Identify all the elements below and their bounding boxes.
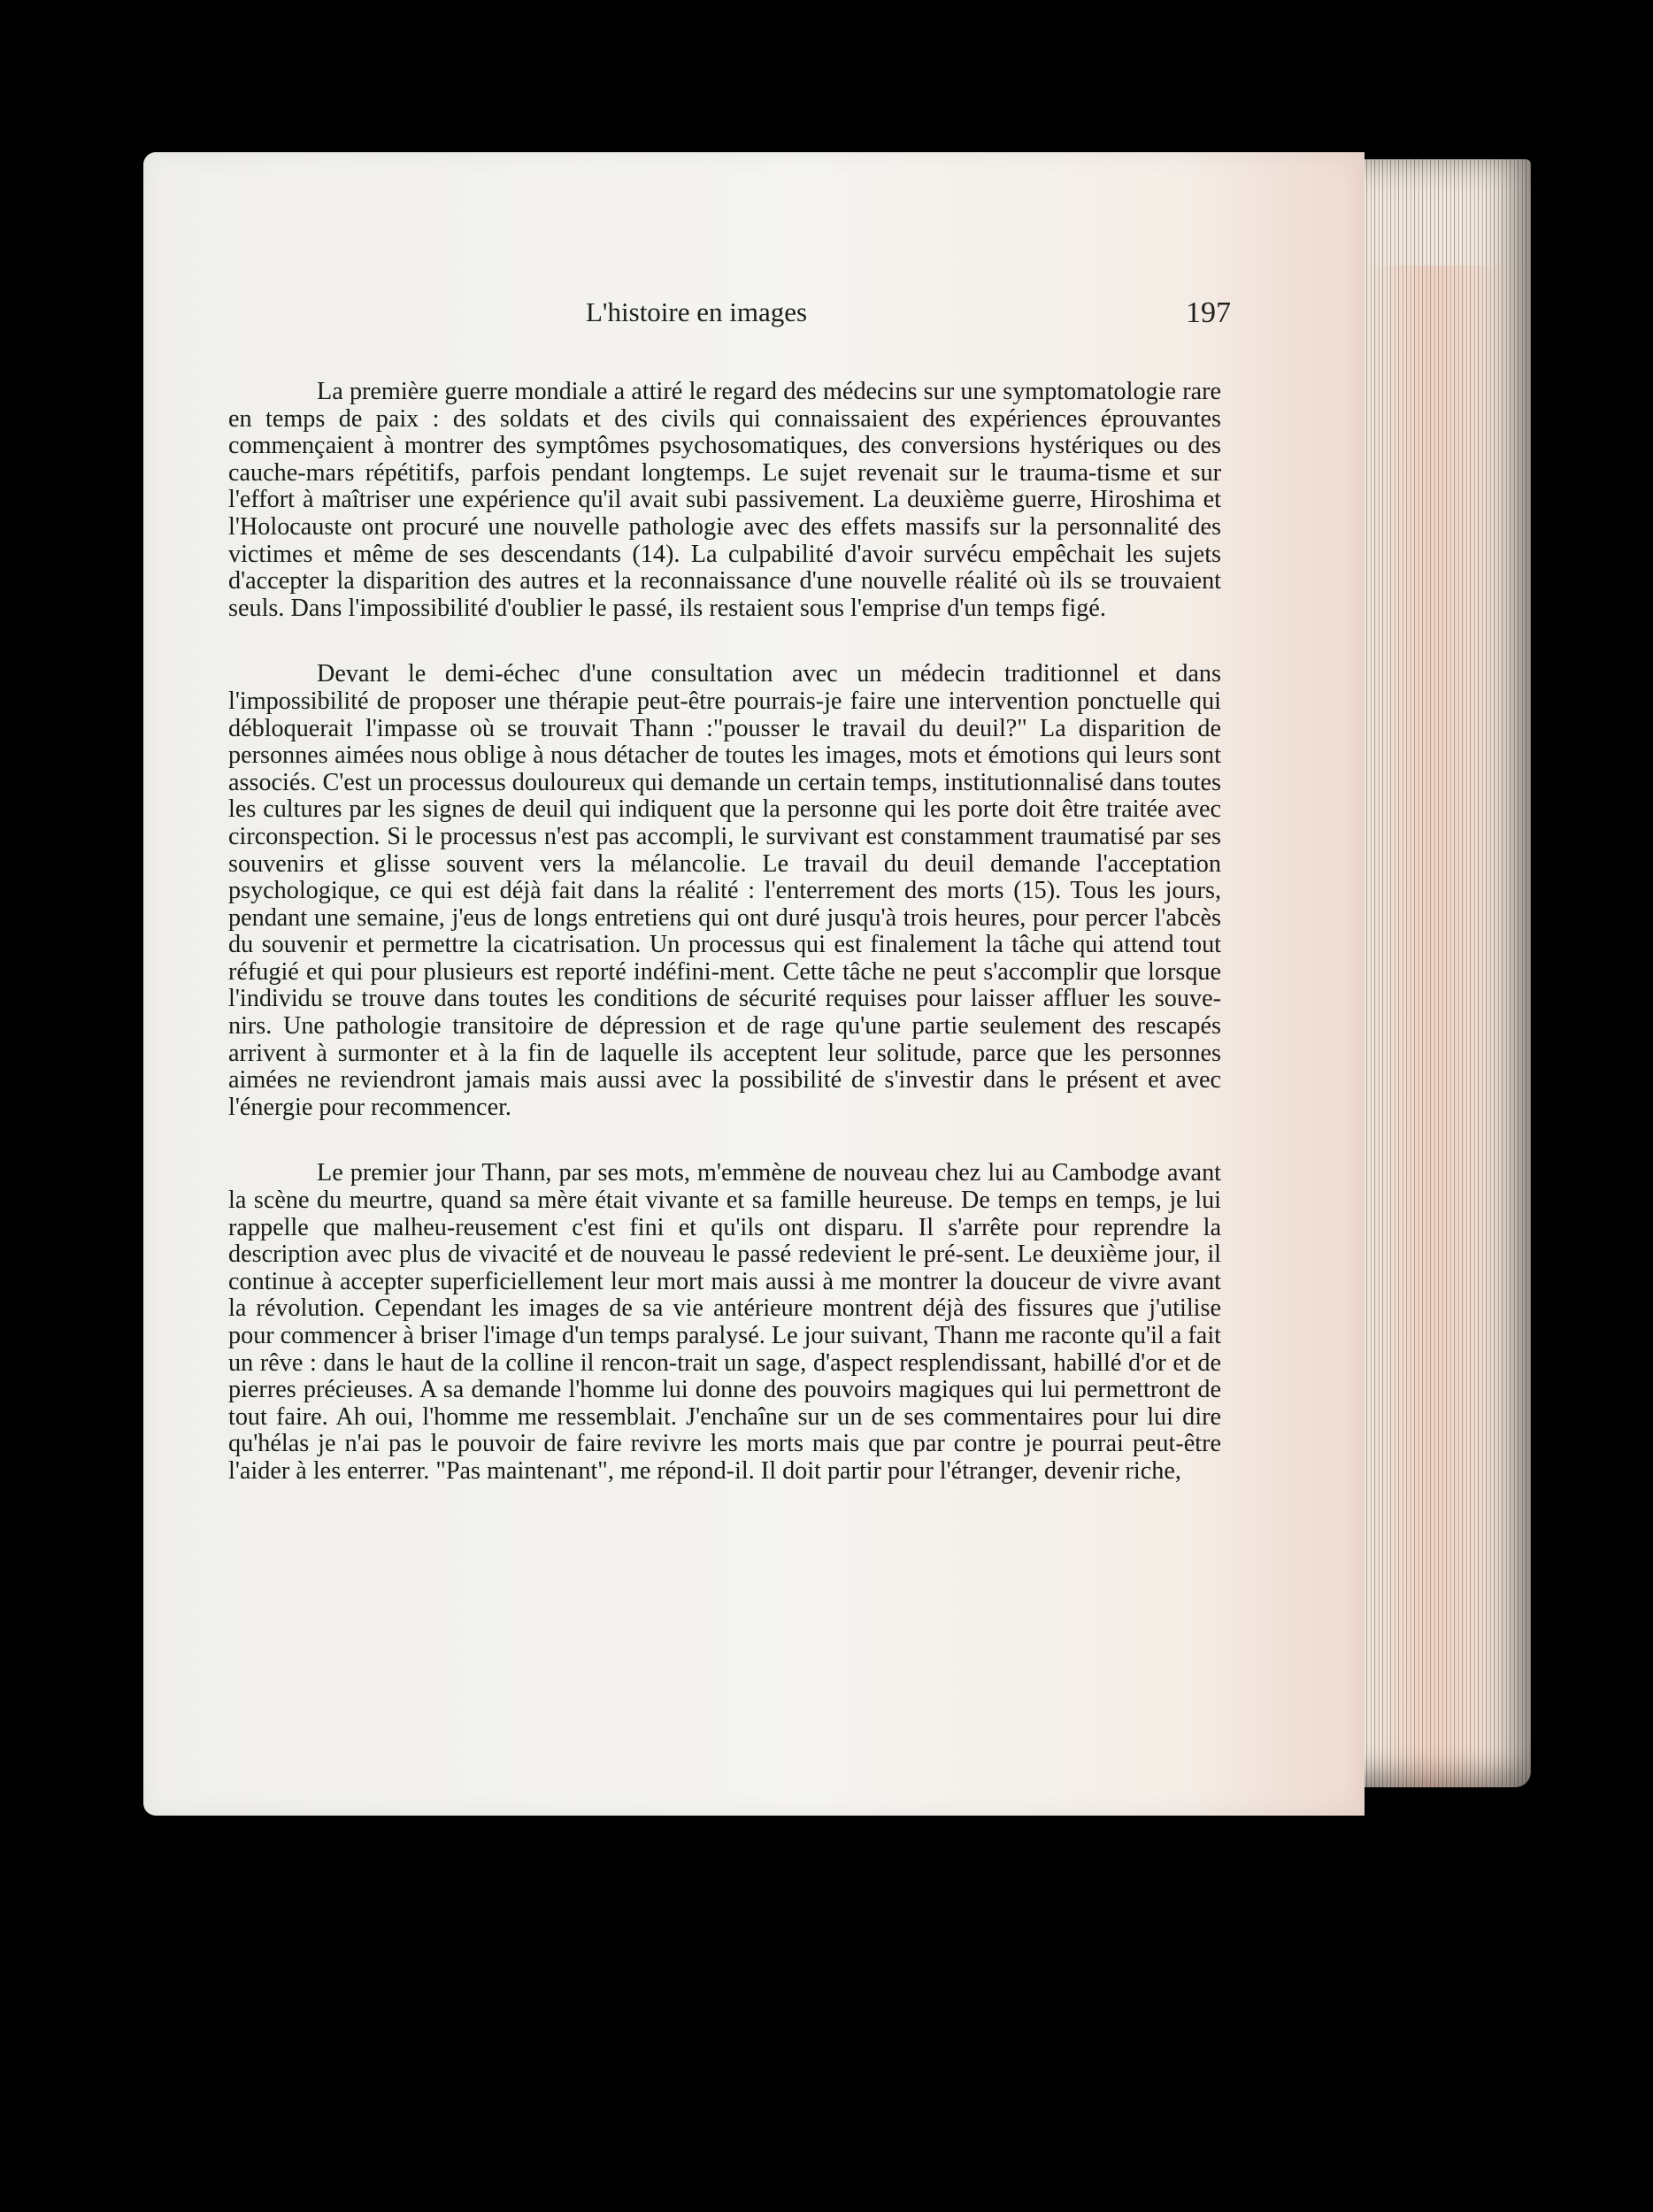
paragraph-2: Devant le demi-échec d'une consultation avec un médecin traditionnel et dans l'impossibilité de proposer une thérapie peut-être pourrais-je faire une intervention ponctuelle qui débloquerait l'impasse où se trouvait Thann :"pousser le travail du deuil?" La disparition de personnes aimées nous oblige à nous détacher de toutes les images, mots et émotions qui leurs sont associés. C'est un processus douloureux qui demande un certain temps, institutionnalisé dans toutes les cultures par les signes de deuil qui indiquent que la personne qui les porte doit être traitée avec circonspection. Si le processus n'est pas accompli, le survivant est constamment traumatisé par ses souvenirs et glisse souvent vers la mélancolie. Le travail du deuil demande l'acceptation psychologique, ce qui est déjà fait dans la réalité : l'enterrement des morts (15). Tous les jours, pendant une semaine, j'eus de longs entretiens qui ont duré jusqu'à trois heures, pour percer l'abcès du souvenir et permettre la cicatrisation. Un processus qui est finalement la tâche qui attend tout réfugié et qui pour plusieurs est reporté indéfini-ment. Cette tâche ne peut s'accomplir que lorsque l'individu se trouve dans toutes les conditions de sécurité requises pour laisser affluer les souve-nirs. Une pathologie transitoire de dépression et de rage qu'une partie seulement des rescapés arrivent à surmonter et à la fin de laquelle ils acceptent leur solitude, parce que les personnes aimées ne reviendront jamais mais aussi avec la possibilité de s'investir dans le présent et avec l'énergie pour recommencer.	[228, 660, 1221, 1121]
running-head	[143, 296, 1365, 341]
body-text	[228, 379, 1221, 1486]
page-number: 197	[1186, 296, 1231, 329]
paragraph-1: La première guerre mondiale a attiré le regard des médecins sur une symptomatologie rare en temps de paix : des soldats et des civils qui connaissaient des expériences éprouvantes commençaient à montrer des symptômes psychosomatiques, des conversions hystériques ou des cauche-mars répétitifs, parfois pendant longtemps. Le sujet revenait sur le trauma-tisme et sur l'effort à maîtriser une expérience qu'il avait subi passivement. La deuxième guerre, Hiroshima et l'Holocauste ont procuré une nouvelle pathologie avec des effets massifs sur la personnalité des victimes et même de ses descendants (14). La culpabilité d'avoir survécu empêchait les sujets d'accepter la disparition des autres et la reconnaissance d'une nouvelle réalité où ils se trouvaient seuls. Dans l'impossibilité d'oublier le passé, ils restaient sous l'emprise d'un temps figé.	[228, 378, 1221, 622]
running-title: L'histoire en images	[586, 296, 808, 327]
paragraph-3: Le premier jour Thann, par ses mots, m'emmène de nouveau chez lui au Cambodge avant la scène du meurtre, quand sa mère était vivante et sa famille heureuse. De temps en temps, je lui rappelle que malheu-reusement c'est fini et qu'ils ont disparu. Il s'arrête pour reprendre la description avec plus de vivacité et de nouveau le passé redevient le pré-sent. Le deuxième jour, il continue à accepter superficiellement leur mort mais aussi à me montrer la douceur de vivre avant la révolution. Cependant les images de sa vie antérieure montrent déjà des fissures que j'utilise pour commencer à briser l'image d'un temps paralysé. Le jour suivant, Thann me raconte qu'il a fait un rêve : dans le haut de la colline il rencon-trait un sage, d'aspect resplendissant, habillé d'or et de pierres précieuses. A sa demande l'homme lui donne des pouvoirs magiques qui lui permettront de tout faire. Ah oui, l'homme me ressemblait. J'enchaîne sur un de ses commentaires pour lui dire qu'hélas je n'ai pas le pouvoir de faire revivre les morts mais que par contre je pourrai peut-être l'aider à les enterrer. "Pas maintenant", me répond-il. Il doit partir pour l'étranger, devenir riche,	[228, 1159, 1221, 1485]
